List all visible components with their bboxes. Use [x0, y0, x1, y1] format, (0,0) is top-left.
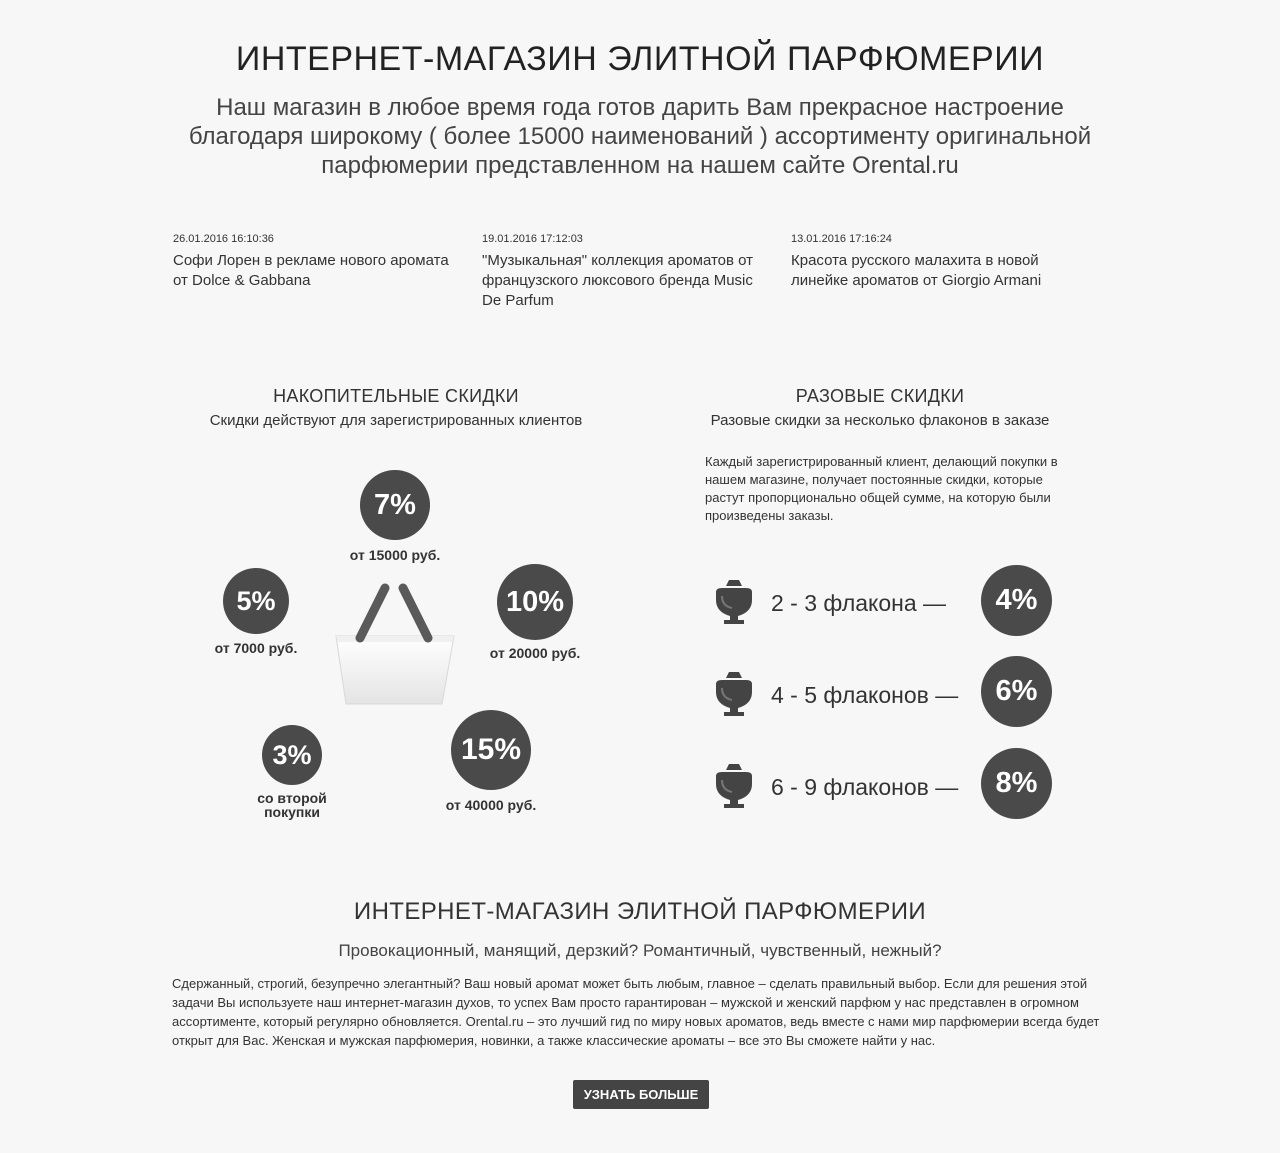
discount-label-line: со второй: [257, 790, 327, 806]
discount-label-line: покупки: [264, 804, 320, 820]
news-title-link[interactable]: "Музыкальная" коллекция ароматов от французского люксового бренда Music De Parfum: [482, 252, 754, 309]
discount-circle-7: 7%: [360, 470, 430, 540]
oneoff-description: Каждый зарегистрированный клиент, делающий покупки в нашем магазине, получает постоянные скидки, которые растут пропорционально общей сумме, на которую были произведены заказы.: [705, 454, 1058, 523]
oneoff-circle-8: 8%: [981, 748, 1052, 819]
discount-circle-15: 15%: [451, 710, 531, 790]
discount-label: от 15000 руб.: [349, 547, 441, 563]
oneoff-circle-4: 4%: [981, 565, 1052, 636]
bottle-row-label: 6 - 9 флаконов —: [771, 774, 959, 800]
page-title: ИНТЕРНЕТ-МАГАЗИН ЭЛИТНОЙ ПАРФЮМЕРИИ: [235, 40, 1045, 78]
seo-text: Сдержанный, строгий, безупречно элегантный? Ваш новый аромат может быть любым, главное – сделать правильный выбор. Если для решения этой задачи Вы используете наш интернет-магазин духов, то успех Вам просто гарантирован – мужской и женский парфюм у нас представлен в огромном ассортименте, который регулярно обновляется. Orental.ru – это лучший гид по миру новых ароматов, ведь вместе с нами мир парфюмерии всегда будет открыт для Вас. Женская и мужская парфюмерия, новинки, а также классические ароматы – все это Вы сможете найти у нас.: [172, 976, 1100, 1048]
news-date: 13.01.2016 17:16:24: [791, 233, 892, 245]
cumulative-title: НАКОПИТЕЛЬНЫЕ СКИДКИ: [273, 386, 519, 406]
page-subtitle: Наш магазин в любое время года готов дарить Вам прекрасное настроение благодаря широкому ( более 15000 наименований ) ассортименту оригинальной парфюмерии представленном на нашем сайте Orental.ru: [188, 94, 1092, 179]
discount-label: [227, 791, 357, 819]
discount-label: от 20000 руб.: [489, 645, 581, 661]
seo-subtitle: Провокационный, манящий, дерзкий? Романтичный, чувственный, нежный?: [338, 941, 942, 960]
news-item[interactable]: [173, 233, 463, 291]
cumulative-subtitle: Скидки действуют для зарегистрированных клиентов: [209, 412, 583, 429]
discount-label: от 40000 руб.: [445, 797, 537, 813]
bottle-row-label: 2 - 3 флакона —: [771, 590, 947, 616]
discount-label: от 7000 руб.: [214, 640, 298, 656]
oneoff-subtitle: Разовые скидки за несколько флаконов в заказе: [710, 412, 1050, 429]
oneoff-title: РАЗОВЫЕ СКИДКИ: [795, 386, 965, 406]
seo-title: ИНТЕРНЕТ-МАГАЗИН ЭЛИТНОЙ ПАРФЮМЕРИИ: [353, 898, 927, 925]
news-item[interactable]: [482, 233, 772, 311]
discount-circle-5: 5%: [223, 568, 289, 634]
perfume-bottle-icon: [712, 578, 756, 626]
news-title-link[interactable]: Красота русского малахита в новой линейке ароматов от Giorgio Armani: [791, 252, 1042, 289]
news-item[interactable]: [791, 233, 1081, 291]
bottle-row-label: 4 - 5 флаконов —: [771, 682, 959, 708]
discount-circle-3: 3%: [262, 725, 322, 785]
news-title-link[interactable]: Софи Лорен в рекламе нового аромата от Dolce & Gabbana: [173, 252, 449, 289]
discount-circle-10: 10%: [497, 564, 573, 640]
news-date: 19.01.2016 17:12:03: [482, 233, 583, 245]
oneoff-circle-6: 6%: [981, 656, 1052, 727]
perfume-bottle-icon: [712, 762, 756, 810]
shopping-bag-icon: [330, 580, 460, 710]
learn-more-button[interactable]: УЗНАТЬ БОЛЬШЕ: [573, 1080, 709, 1109]
news-date: 26.01.2016 16:10:36: [173, 233, 274, 245]
perfume-bottle-icon: [712, 670, 756, 718]
